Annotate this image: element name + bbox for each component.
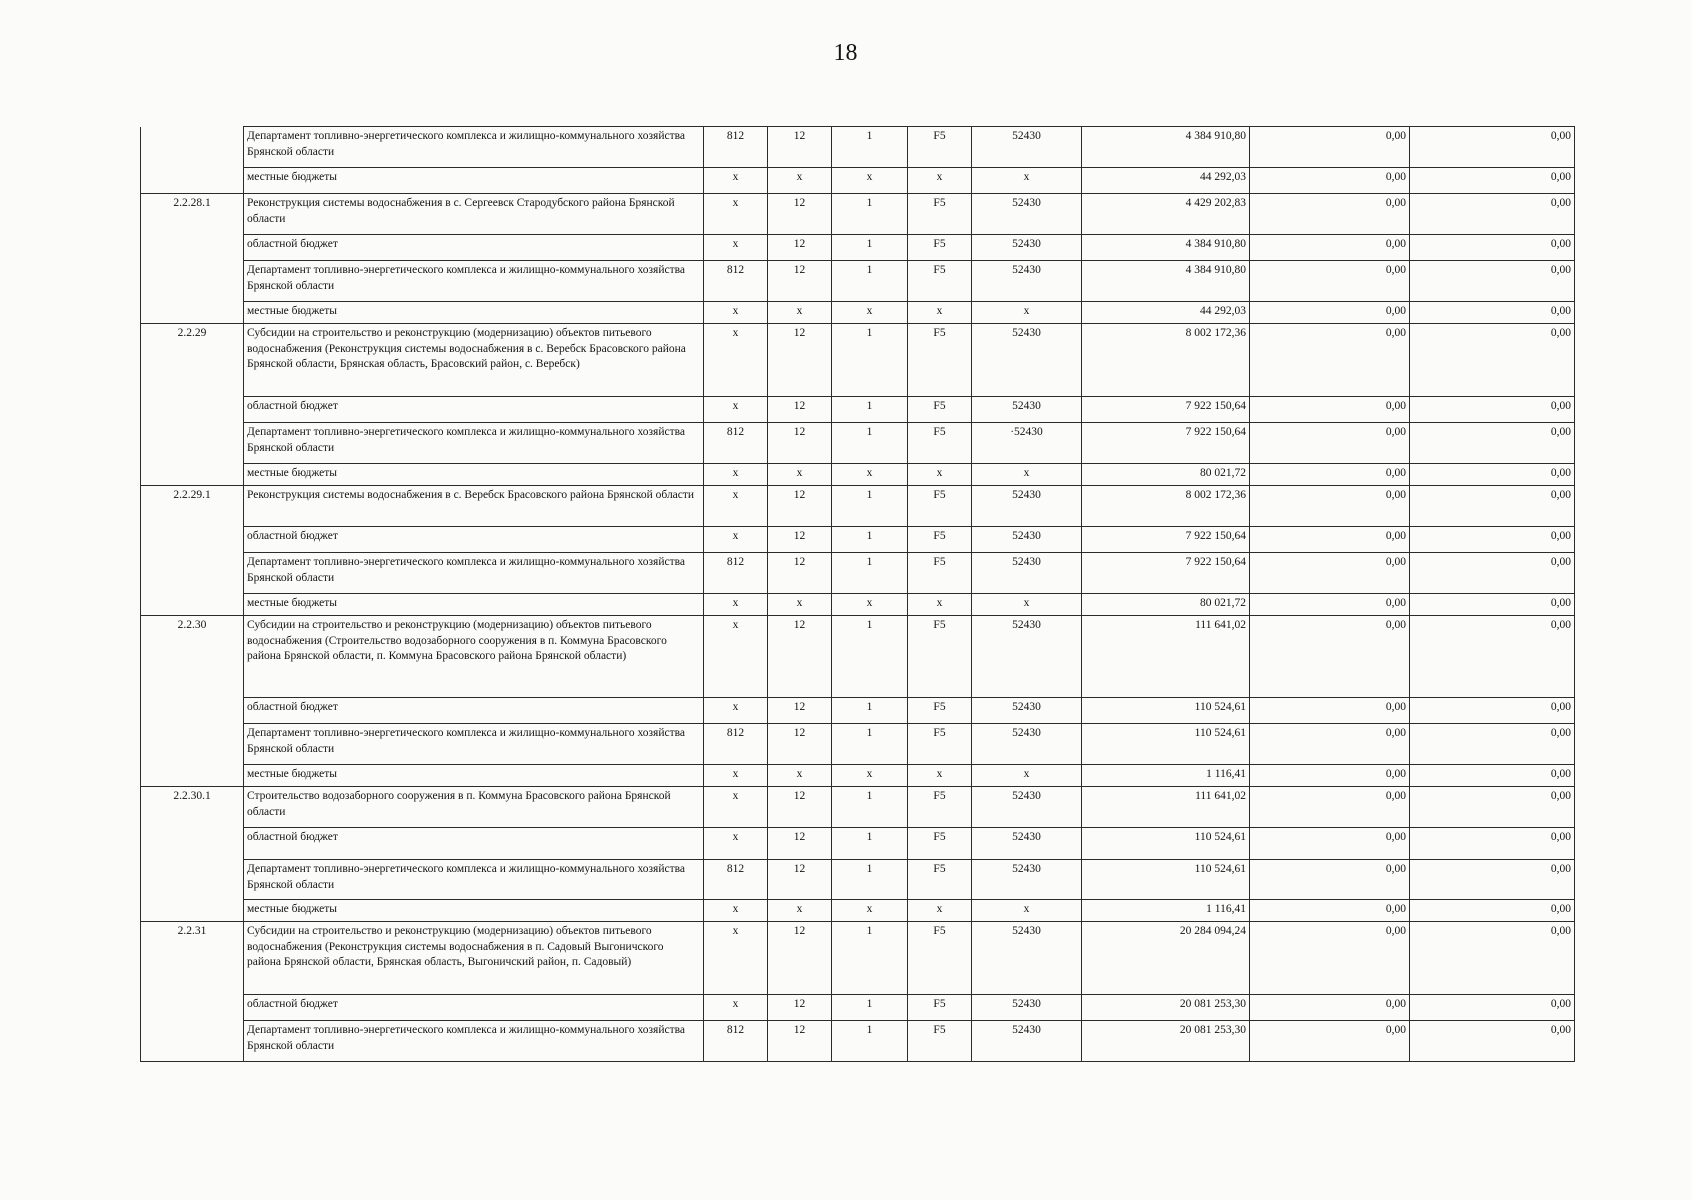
- row-program-code: F5: [908, 995, 972, 1021]
- row-program-code: x: [908, 594, 972, 616]
- row-section-code: 12: [768, 724, 832, 765]
- row-subsection-code: x: [832, 900, 908, 922]
- row-admin-code: x: [704, 698, 768, 724]
- row-code: [141, 698, 244, 724]
- row-admin-code: x: [704, 235, 768, 261]
- row-amount-year3: 0,00: [1410, 168, 1575, 194]
- row-expense-code: 52430: [972, 860, 1082, 900]
- row-program-code: F5: [908, 698, 972, 724]
- row-amount-year2: 0,00: [1250, 698, 1410, 724]
- row-description: областной бюджет: [244, 995, 704, 1021]
- row-expense-code: x: [972, 765, 1082, 787]
- row-description: Реконструкция системы водоснабжения в с. Веребск Брасовского района Брянской области: [244, 486, 704, 527]
- row-subsection-code: 1: [832, 261, 908, 302]
- row-code: [141, 527, 244, 553]
- row-code: [141, 464, 244, 486]
- row-program-code: F5: [908, 860, 972, 900]
- row-description: местные бюджеты: [244, 464, 704, 486]
- row-amount-year2: 0,00: [1250, 787, 1410, 828]
- row-amount-year2: 0,00: [1250, 553, 1410, 594]
- row-amount-year2: 0,00: [1250, 765, 1410, 787]
- row-description: Департамент топливно-энергетического комплекса и жилищно-коммунального хозяйства Брянской области: [244, 553, 704, 594]
- row-program-code: x: [908, 900, 972, 922]
- row-description: областной бюджет: [244, 698, 704, 724]
- row-expense-code: 52430: [972, 1021, 1082, 1062]
- row-description: местные бюджеты: [244, 900, 704, 922]
- table-row: [141, 616, 1575, 698]
- row-amount-year1: 80 021,72: [1082, 464, 1250, 486]
- table-row: [141, 194, 1575, 235]
- row-expense-code: x: [972, 900, 1082, 922]
- row-program-code: F5: [908, 527, 972, 553]
- row-code: [141, 553, 244, 594]
- budget-table: [140, 126, 1575, 1062]
- row-amount-year1: 44 292,03: [1082, 302, 1250, 324]
- row-section-code: 12: [768, 486, 832, 527]
- table-row: [141, 553, 1575, 594]
- row-program-code: F5: [908, 127, 972, 168]
- row-description: Субсидии на строительство и реконструкцию (модернизацию) объектов питьевого водоснабжения (Реконструкция системы водоснабжения в п. Садовый Выгоничского района Брянской области, Брянская область, Выгоничский район, п. Садовый): [244, 922, 704, 995]
- row-program-code: F5: [908, 423, 972, 464]
- row-program-code: x: [908, 765, 972, 787]
- table-row: [141, 127, 1575, 168]
- row-section-code: 12: [768, 698, 832, 724]
- row-section-code: 12: [768, 616, 832, 698]
- row-subsection-code: x: [832, 594, 908, 616]
- table-row: [141, 995, 1575, 1021]
- row-section-code: 12: [768, 324, 832, 397]
- row-code: [141, 995, 244, 1021]
- row-expense-code: 52430: [972, 194, 1082, 235]
- row-subsection-code: 1: [832, 698, 908, 724]
- row-description: местные бюджеты: [244, 765, 704, 787]
- row-expense-code: x: [972, 302, 1082, 324]
- row-expense-code: 52430: [972, 828, 1082, 860]
- row-section-code: x: [768, 168, 832, 194]
- row-program-code: F5: [908, 828, 972, 860]
- row-program-code: F5: [908, 1021, 972, 1062]
- row-amount-year1: 111 641,02: [1082, 787, 1250, 828]
- table-row: [141, 698, 1575, 724]
- table-row: [141, 900, 1575, 922]
- row-admin-code: 812: [704, 860, 768, 900]
- row-code: [141, 397, 244, 423]
- row-section-code: 12: [768, 860, 832, 900]
- row-code: [141, 1021, 244, 1062]
- row-admin-code: 812: [704, 724, 768, 765]
- row-description: Департамент топливно-энергетического комплекса и жилищно-коммунального хозяйства Брянской области: [244, 127, 704, 168]
- row-section-code: 12: [768, 527, 832, 553]
- row-code: 2.2.30: [141, 616, 244, 698]
- table-row: [141, 423, 1575, 464]
- row-amount-year3: 0,00: [1410, 527, 1575, 553]
- row-program-code: F5: [908, 235, 972, 261]
- row-amount-year2: 0,00: [1250, 922, 1410, 995]
- table-row: [141, 922, 1575, 995]
- row-admin-code: 812: [704, 553, 768, 594]
- row-amount-year1: 8 002 172,36: [1082, 486, 1250, 527]
- table-row: [141, 765, 1575, 787]
- row-amount-year2: 0,00: [1250, 397, 1410, 423]
- row-subsection-code: 1: [832, 235, 908, 261]
- row-expense-code: 52430: [972, 486, 1082, 527]
- row-code: [141, 261, 244, 302]
- row-admin-code: x: [704, 168, 768, 194]
- row-section-code: 12: [768, 553, 832, 594]
- row-admin-code: x: [704, 594, 768, 616]
- table-row: [141, 527, 1575, 553]
- row-amount-year1: 7 922 150,64: [1082, 397, 1250, 423]
- table-row: [141, 594, 1575, 616]
- table-row: [141, 464, 1575, 486]
- row-amount-year3: 0,00: [1410, 324, 1575, 397]
- row-amount-year3: 0,00: [1410, 787, 1575, 828]
- row-amount-year3: 0,00: [1410, 698, 1575, 724]
- row-code: [141, 235, 244, 261]
- row-amount-year2: 0,00: [1250, 527, 1410, 553]
- row-amount-year3: 0,00: [1410, 423, 1575, 464]
- row-subsection-code: 1: [832, 616, 908, 698]
- row-amount-year1: 110 524,61: [1082, 860, 1250, 900]
- row-admin-code: x: [704, 194, 768, 235]
- row-admin-code: 812: [704, 261, 768, 302]
- row-section-code: x: [768, 302, 832, 324]
- row-admin-code: x: [704, 995, 768, 1021]
- row-code: 2.2.29: [141, 324, 244, 397]
- row-amount-year1: 20 284 094,24: [1082, 922, 1250, 995]
- row-amount-year3: 0,00: [1410, 765, 1575, 787]
- row-admin-code: 812: [704, 1021, 768, 1062]
- row-amount-year3: 0,00: [1410, 553, 1575, 594]
- row-code: [141, 302, 244, 324]
- row-program-code: F5: [908, 724, 972, 765]
- row-expense-code: 52430: [972, 698, 1082, 724]
- row-section-code: x: [768, 900, 832, 922]
- row-amount-year2: 0,00: [1250, 235, 1410, 261]
- row-admin-code: x: [704, 302, 768, 324]
- row-description: Департамент топливно-энергетического комплекса и жилищно-коммунального хозяйства Брянской области: [244, 1021, 704, 1062]
- row-expense-code: x: [972, 168, 1082, 194]
- row-expense-code: 52430: [972, 616, 1082, 698]
- row-amount-year2: 0,00: [1250, 464, 1410, 486]
- row-expense-code: 52430: [972, 235, 1082, 261]
- row-subsection-code: 1: [832, 397, 908, 423]
- row-subsection-code: 1: [832, 553, 908, 594]
- row-expense-code: 52430: [972, 724, 1082, 765]
- row-code: 2.2.31: [141, 922, 244, 995]
- row-amount-year2: 0,00: [1250, 324, 1410, 397]
- row-subsection-code: 1: [832, 995, 908, 1021]
- row-amount-year1: 44 292,03: [1082, 168, 1250, 194]
- row-subsection-code: 1: [832, 527, 908, 553]
- row-program-code: F5: [908, 194, 972, 235]
- row-amount-year1: 4 384 910,80: [1082, 261, 1250, 302]
- row-section-code: 12: [768, 127, 832, 168]
- row-subsection-code: x: [832, 302, 908, 324]
- row-amount-year3: 0,00: [1410, 828, 1575, 860]
- row-subsection-code: 1: [832, 127, 908, 168]
- row-description: областной бюджет: [244, 828, 704, 860]
- row-admin-code: x: [704, 464, 768, 486]
- row-amount-year2: 0,00: [1250, 423, 1410, 464]
- row-code: [141, 724, 244, 765]
- row-amount-year2: 0,00: [1250, 127, 1410, 168]
- row-program-code: F5: [908, 787, 972, 828]
- row-description: местные бюджеты: [244, 594, 704, 616]
- table-row: [141, 724, 1575, 765]
- row-amount-year2: 0,00: [1250, 594, 1410, 616]
- table-body: [141, 127, 1575, 1062]
- row-expense-code: 52430: [972, 553, 1082, 594]
- row-program-code: F5: [908, 616, 972, 698]
- row-program-code: F5: [908, 553, 972, 594]
- row-admin-code: x: [704, 922, 768, 995]
- row-expense-code: 52430: [972, 261, 1082, 302]
- row-admin-code: 812: [704, 423, 768, 464]
- row-program-code: x: [908, 168, 972, 194]
- row-subsection-code: x: [832, 765, 908, 787]
- row-program-code: F5: [908, 486, 972, 527]
- row-section-code: 12: [768, 995, 832, 1021]
- table-row: [141, 860, 1575, 900]
- row-description: местные бюджеты: [244, 302, 704, 324]
- row-admin-code: 812: [704, 127, 768, 168]
- table-row: [141, 324, 1575, 397]
- row-amount-year2: 0,00: [1250, 486, 1410, 527]
- row-amount-year1: 7 922 150,64: [1082, 423, 1250, 464]
- row-subsection-code: x: [832, 464, 908, 486]
- page-number: 18: [833, 40, 858, 66]
- row-amount-year2: 0,00: [1250, 995, 1410, 1021]
- row-code: [141, 423, 244, 464]
- row-code: 2.2.30.1: [141, 787, 244, 828]
- row-amount-year1: 20 081 253,30: [1082, 1021, 1250, 1062]
- row-description: Субсидии на строительство и реконструкцию (модернизацию) объектов питьевого водоснабжения (Реконструкция системы водоснабжения в с. Веребск Брасовского района Брянской области, Брянская область, Брасовский район, с. Веребск): [244, 324, 704, 397]
- row-amount-year3: 0,00: [1410, 486, 1575, 527]
- row-admin-code: x: [704, 486, 768, 527]
- table-row: [141, 1021, 1575, 1062]
- row-amount-year2: 0,00: [1250, 1021, 1410, 1062]
- row-program-code: F5: [908, 397, 972, 423]
- table-row: [141, 397, 1575, 423]
- row-code: [141, 900, 244, 922]
- row-section-code: x: [768, 765, 832, 787]
- row-amount-year3: 0,00: [1410, 235, 1575, 261]
- row-description: Департамент топливно-энергетического комплекса и жилищно-коммунального хозяйства Брянской области: [244, 860, 704, 900]
- row-subsection-code: 1: [832, 194, 908, 235]
- row-amount-year2: 0,00: [1250, 302, 1410, 324]
- row-amount-year3: 0,00: [1410, 724, 1575, 765]
- table-row: [141, 828, 1575, 860]
- row-amount-year2: 0,00: [1250, 194, 1410, 235]
- row-admin-code: x: [704, 828, 768, 860]
- row-description: областной бюджет: [244, 235, 704, 261]
- row-program-code: F5: [908, 922, 972, 995]
- row-amount-year1: 20 081 253,30: [1082, 995, 1250, 1021]
- row-code: 2.2.28.1: [141, 194, 244, 235]
- row-expense-code: 52430: [972, 397, 1082, 423]
- row-program-code: x: [908, 302, 972, 324]
- row-description: Реконструкция системы водоснабжения в с. Сергеевск Стародубского района Брянской области: [244, 194, 704, 235]
- row-description: областной бюджет: [244, 397, 704, 423]
- row-subsection-code: x: [832, 168, 908, 194]
- row-admin-code: x: [704, 787, 768, 828]
- row-amount-year3: 0,00: [1410, 860, 1575, 900]
- row-amount-year2: 0,00: [1250, 900, 1410, 922]
- row-amount-year2: 0,00: [1250, 168, 1410, 194]
- row-subsection-code: 1: [832, 922, 908, 995]
- row-admin-code: x: [704, 765, 768, 787]
- row-section-code: 12: [768, 1021, 832, 1062]
- row-amount-year1: 111 641,02: [1082, 616, 1250, 698]
- row-code: [141, 168, 244, 194]
- row-amount-year2: 0,00: [1250, 860, 1410, 900]
- row-subsection-code: 1: [832, 486, 908, 527]
- row-amount-year1: 7 922 150,64: [1082, 527, 1250, 553]
- row-expense-code: 52430: [972, 127, 1082, 168]
- row-admin-code: x: [704, 324, 768, 397]
- row-amount-year1: 110 524,61: [1082, 828, 1250, 860]
- row-amount-year2: 0,00: [1250, 616, 1410, 698]
- table-row: [141, 787, 1575, 828]
- row-amount-year1: 80 021,72: [1082, 594, 1250, 616]
- row-subsection-code: 1: [832, 724, 908, 765]
- row-code: 2.2.29.1: [141, 486, 244, 527]
- row-admin-code: x: [704, 616, 768, 698]
- row-admin-code: x: [704, 397, 768, 423]
- row-amount-year3: 0,00: [1410, 302, 1575, 324]
- row-amount-year3: 0,00: [1410, 1021, 1575, 1062]
- row-admin-code: x: [704, 527, 768, 553]
- row-section-code: 12: [768, 261, 832, 302]
- row-subsection-code: 1: [832, 787, 908, 828]
- row-program-code: x: [908, 464, 972, 486]
- table-row: [141, 261, 1575, 302]
- table-row: [141, 302, 1575, 324]
- row-description: Субсидии на строительство и реконструкцию (модернизацию) объектов питьевого водоснабжения (Строительство водозаборного сооружения в п. Коммуна Брасовского района Брянской области, п. Коммуна Брасовского района Брянской области): [244, 616, 704, 698]
- row-expense-code: ·52430: [972, 423, 1082, 464]
- row-amount-year3: 0,00: [1410, 397, 1575, 423]
- row-expense-code: 52430: [972, 787, 1082, 828]
- row-code: [141, 765, 244, 787]
- row-amount-year1: 110 524,61: [1082, 724, 1250, 765]
- table-row: [141, 235, 1575, 261]
- row-code: [141, 828, 244, 860]
- row-amount-year3: 0,00: [1410, 464, 1575, 486]
- row-section-code: 12: [768, 397, 832, 423]
- row-code: [141, 127, 244, 168]
- row-amount-year1: 1 116,41: [1082, 900, 1250, 922]
- table-row: [141, 168, 1575, 194]
- row-description: Строительство водозаборного сооружения в п. Коммуна Брасовского района Брянской области: [244, 787, 704, 828]
- row-code: [141, 860, 244, 900]
- row-amount-year1: 1 116,41: [1082, 765, 1250, 787]
- row-amount-year1: 4 384 910,80: [1082, 235, 1250, 261]
- row-description: областной бюджет: [244, 527, 704, 553]
- row-amount-year3: 0,00: [1410, 900, 1575, 922]
- row-description: Департамент топливно-энергетического комплекса и жилищно-коммунального хозяйства Брянской области: [244, 423, 704, 464]
- row-section-code: 12: [768, 828, 832, 860]
- row-amount-year3: 0,00: [1410, 616, 1575, 698]
- row-amount-year1: 8 002 172,36: [1082, 324, 1250, 397]
- row-section-code: 12: [768, 423, 832, 464]
- row-program-code: F5: [908, 324, 972, 397]
- row-amount-year3: 0,00: [1410, 995, 1575, 1021]
- row-description: Департамент топливно-энергетического комплекса и жилищно-коммунального хозяйства Брянской области: [244, 261, 704, 302]
- row-amount-year3: 0,00: [1410, 261, 1575, 302]
- row-subsection-code: 1: [832, 324, 908, 397]
- row-section-code: 12: [768, 787, 832, 828]
- row-section-code: 12: [768, 194, 832, 235]
- row-amount-year2: 0,00: [1250, 724, 1410, 765]
- row-section-code: x: [768, 464, 832, 486]
- row-amount-year2: 0,00: [1250, 261, 1410, 302]
- row-subsection-code: 1: [832, 1021, 908, 1062]
- row-amount-year3: 0,00: [1410, 127, 1575, 168]
- row-description: Департамент топливно-энергетического комплекса и жилищно-коммунального хозяйства Брянской области: [244, 724, 704, 765]
- row-amount-year1: 7 922 150,64: [1082, 553, 1250, 594]
- row-amount-year3: 0,00: [1410, 594, 1575, 616]
- row-amount-year2: 0,00: [1250, 828, 1410, 860]
- row-amount-year1: 4 429 202,83: [1082, 194, 1250, 235]
- row-expense-code: x: [972, 464, 1082, 486]
- row-subsection-code: 1: [832, 860, 908, 900]
- row-amount-year3: 0,00: [1410, 194, 1575, 235]
- row-admin-code: x: [704, 900, 768, 922]
- row-program-code: F5: [908, 261, 972, 302]
- row-section-code: x: [768, 594, 832, 616]
- row-expense-code: x: [972, 594, 1082, 616]
- row-amount-year1: 110 524,61: [1082, 698, 1250, 724]
- row-amount-year1: 4 384 910,80: [1082, 127, 1250, 168]
- table-row: [141, 486, 1575, 527]
- row-expense-code: 52430: [972, 995, 1082, 1021]
- row-amount-year3: 0,00: [1410, 922, 1575, 995]
- row-expense-code: 52430: [972, 324, 1082, 397]
- row-subsection-code: 1: [832, 423, 908, 464]
- row-code: [141, 594, 244, 616]
- row-expense-code: 52430: [972, 922, 1082, 995]
- row-section-code: 12: [768, 235, 832, 261]
- row-description: местные бюджеты: [244, 168, 704, 194]
- row-subsection-code: 1: [832, 828, 908, 860]
- row-expense-code: 52430: [972, 527, 1082, 553]
- row-section-code: 12: [768, 922, 832, 995]
